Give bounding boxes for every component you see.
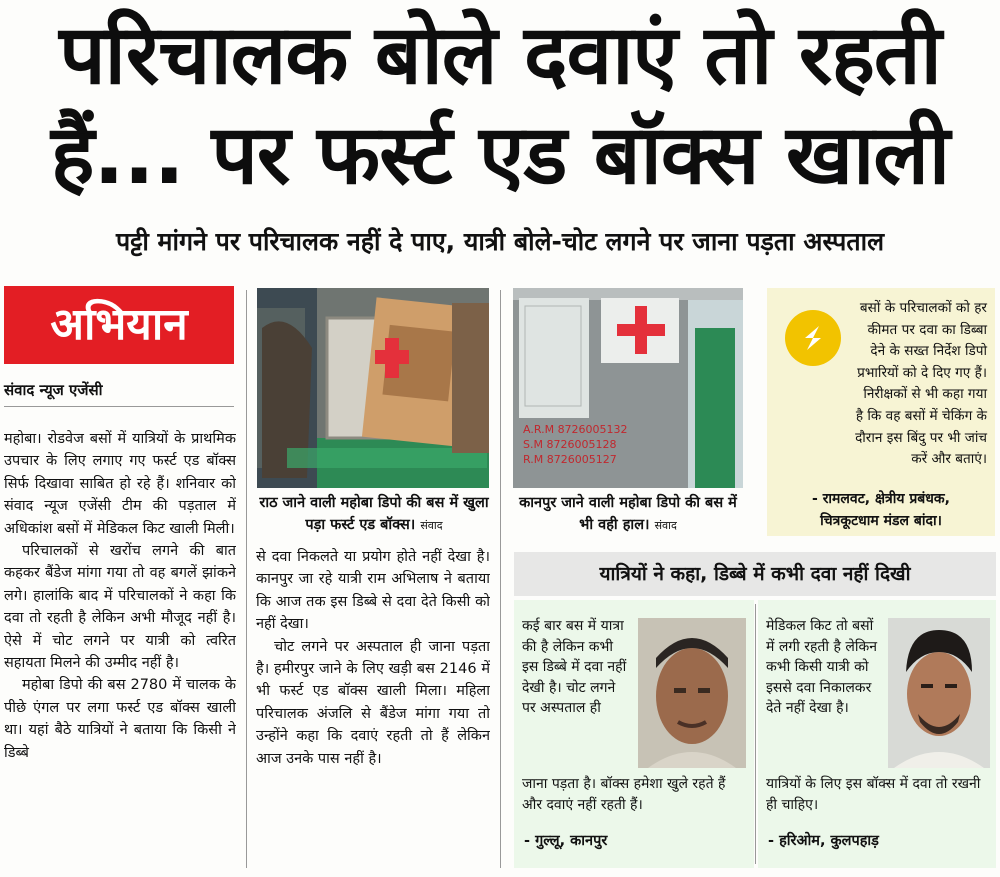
passenger-voice-2	[758, 600, 996, 868]
passenger-voice-2-text-bottom: यात्रियों के लिए इस बॉक्स में दवा तो रखनी ही चाहिए।	[766, 776, 981, 813]
photo-2-credit: संवाद	[654, 519, 677, 532]
official-quote-text: बसों के परिचालकों को हर कीमत पर दवा का डिब्बा देने के सख्त निर्देश डिपो प्रभारियों को दे दिए गए हैं। निरीक्षकों से भी कहा गया है कि वह बसों में चेकिंग के दौरान इस बिंदु पर भी जांच करें और बताएं।	[855, 300, 987, 468]
sticker-line-2: S.M 8726005128	[523, 438, 617, 451]
photo-1-illustration	[257, 288, 489, 488]
article-paragraph: से दवा निकलते या प्रयोग होते नहीं देखा है। कानपुर जा रहे यात्री राम अभिलाष ने बताया कि आज तक इस डिब्बे से दवा देते किसी को नहीं देखा।	[256, 549, 490, 633]
column-divider	[246, 290, 247, 868]
byline: संवाद न्यूज एजेंसी	[4, 381, 103, 399]
subheadline: पट्टी मांगने पर परिचालक नहीं दे पाए, यात्री बोले-चोट लगने पर जाना पड़ता अस्पताल	[115, 227, 885, 256]
passenger-voice-2-name: - हरिओम, कुलपहाड़	[768, 833, 879, 849]
photo-1-credit: संवाद	[420, 519, 443, 532]
passenger-voice-1-text-top: कई बार बस में यात्रा की है लेकिन कभी इस डिब्बे में दवा नहीं देखी है। चोट लगने पर अस्पताल ही	[522, 618, 627, 716]
passenger-voice-1-text-bottom: जाना पड़ता है। बॉक्स हमेशा खुले रहते हैं और दवाएं नहीं रहती हैं।	[522, 776, 726, 813]
official-quote-source	[775, 488, 987, 532]
photo-2-caption	[512, 492, 744, 537]
article-paragraph: चोट लगने पर अस्पताल ही जाना पड़ता है। हमीरपुर जाने के लिए खड़ी बस 2146 में भी फर्स्ट एड बॉक्स खाली मिला। महिला परिचालक अंजलि से बैंडेज मांगा गया तो उन्होंने कहा कि दवाएं रहती तो हैं लेकिन आज उनके पास नहीं है।	[256, 638, 490, 767]
passenger-voice-1	[514, 600, 754, 868]
voice-divider	[755, 604, 756, 864]
passenger-1-photo	[638, 618, 746, 768]
article-paragraph: महोबा। रोडवेज बसों में यात्रियों के प्राथमिक उपचार के लिए लगाए गए फर्स्ट एड बॉक्स सिर्फ दिखावा साबित हो रहे हैं। शनिवार को संवाद न्यूज एजेंसी टीम की पड़ताल में अधिकांश बसों में मेडिकल किट खाली मिली।	[4, 431, 236, 537]
headline-line-1: परिचालक बोले दवाएं तो रहती	[59, 8, 941, 103]
article-column-2	[256, 546, 490, 868]
official-quote-source-line-2: चित्रकूटधाम मंडल बांदा।	[820, 513, 942, 529]
official-quote-source-line-1: - रामलवट, क्षेत्रीय प्रबंधक,	[812, 491, 950, 507]
photo-2-illustration	[513, 288, 743, 488]
passenger-voice-1-name: - गुल्लू, कानपुर	[524, 833, 608, 849]
photo-open-first-aid-box	[257, 288, 489, 488]
headline-line-2: हैं... पर फर्स्ट एड बॉक्स खाली	[50, 108, 950, 203]
byline-divider	[4, 406, 234, 407]
passenger-2-photo	[888, 618, 990, 768]
photo-1-caption	[256, 492, 492, 537]
article-paragraph: परिचालकों से खरोंच लगने की बात कहकर बैंडेज मांगा गया तो वह बगलें झांकने लगे। हालांकि बाद में परिचालकों ने कहा कि दवा तो रहती है लेकिन अभी मौजूद नहीं है। ऐसे में चोट लगने पर यात्री को त्वरित सहायता मिलने की उम्मीद नहीं है।	[4, 543, 236, 672]
passenger-voice-2-text-top: मेडिकल किट तो बसों में लगी रहती है लेकिन कभी किसी यात्री को इससे दवा निकालकर देते नहीं देखा है।	[766, 618, 878, 716]
sticker-line-3: R.M 8726005127	[523, 453, 617, 466]
photo-empty-first-aid-box	[513, 288, 743, 488]
column-divider	[500, 290, 501, 868]
abhiyan-badge: अभियान	[4, 286, 234, 364]
passenger-section-heading: यात्रियों ने कहा, डिब्बे में कभी दवा नहीं दिखी	[514, 552, 996, 596]
photo-1-caption-text: राठ जाने वाली महोबा डिपो की बस में खुला पड़ा फर्स्ट एड बॉक्स।	[259, 495, 489, 533]
article-paragraph: महोबा डिपो की बस 2780 में चालक के पीछे एंगल पर लगा फर्स्ट एड बॉक्स खाली था। यहां बैठे यात्रियों ने बताया कि किसी ने डिब्बे	[4, 677, 236, 761]
article-column-1	[4, 428, 236, 868]
photo-2-caption-text: कानपुर जाने वाली महोबा डिपो की बस में भी वही हाल।	[519, 495, 737, 533]
sticker-line-1: A.R.M 8726005132	[523, 423, 628, 436]
official-quote-box	[767, 288, 995, 536]
